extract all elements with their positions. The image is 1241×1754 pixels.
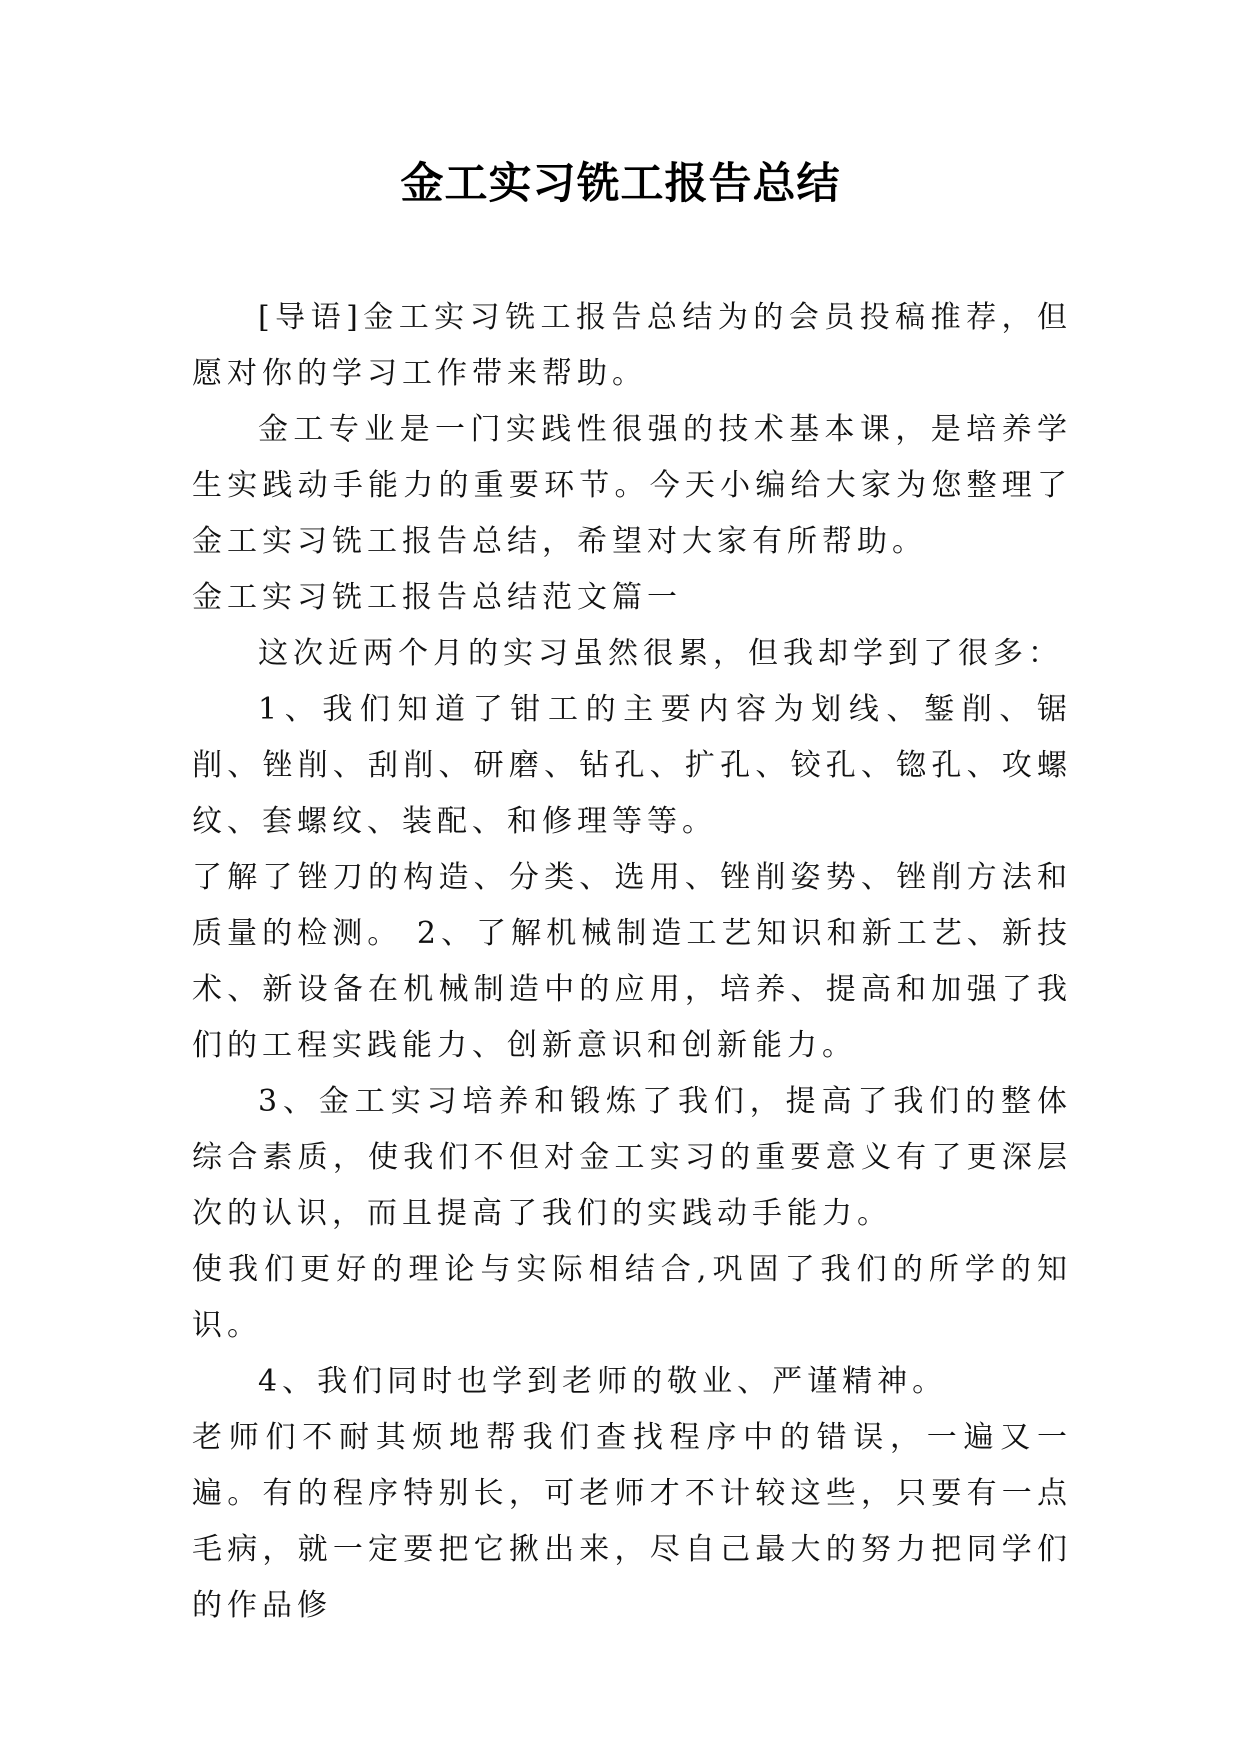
paragraph-point-4: 4、我们同时也学到老师的敬业、严谨精神。 xyxy=(258,1364,948,1399)
paragraph: 这次近两个月的实习虽然很累，但我却学到了很多： xyxy=(258,636,1063,671)
document-title: 金工实习铣工报告总结 xyxy=(400,159,841,209)
paragraph-point-1: 1、我们知道了钳工的主要内容为划线、錾削、锯削、锉削、刮削、研磨、钻孔、扩孔、铰孔、锪孔、攻螺纹、套螺纹、装配、和修理等等。 xyxy=(192,692,1072,839)
paragraph-point-2: 了解了锉刀的构造、分类、选用、锉削姿势、锉削方法和质量的检测。 2、了解机械制造工艺知识和新工艺、新技术、新设备在机械制造中的应用，培养、提高和加强了我们的工程实践能力、创新意识和创新能力。 xyxy=(192,860,1072,1063)
paragraph-point-3: 3、金工实习培养和锻炼了我们，提高了我们的整体综合素质，使我们不但对金工实习的重要意义有了更深层次的认识，而且提高了我们的实践动手能力。 xyxy=(192,1084,1072,1231)
document-body xyxy=(192,290,1072,1634)
paragraph-overview: 金工专业是一门实践性很强的技术基本课，是培养学生实践动手能力的重要环节。今天小编给大家为您整理了金工实习铣工报告总结，希望对大家有所帮助。 xyxy=(192,412,1072,559)
section-heading: 金工实习铣工报告总结范文篇一 xyxy=(192,580,682,615)
paragraph: 使我们更好的理论与实际相结合,巩固了我们的所学的知识。 xyxy=(192,1252,1072,1343)
paragraph: 老师们不耐其烦地帮我们查找程序中的错误，一遍又一遍。有的程序特别长，可老师才不计较这些，只要有一点毛病，就一定要把它揪出来，尽自己最大的努力把同学们的作品修 xyxy=(192,1420,1072,1623)
paragraph-intro: [导语]金工实习铣工报告总结为的会员投稿推荐，但愿对你的学习工作带来帮助。 xyxy=(192,300,1072,391)
